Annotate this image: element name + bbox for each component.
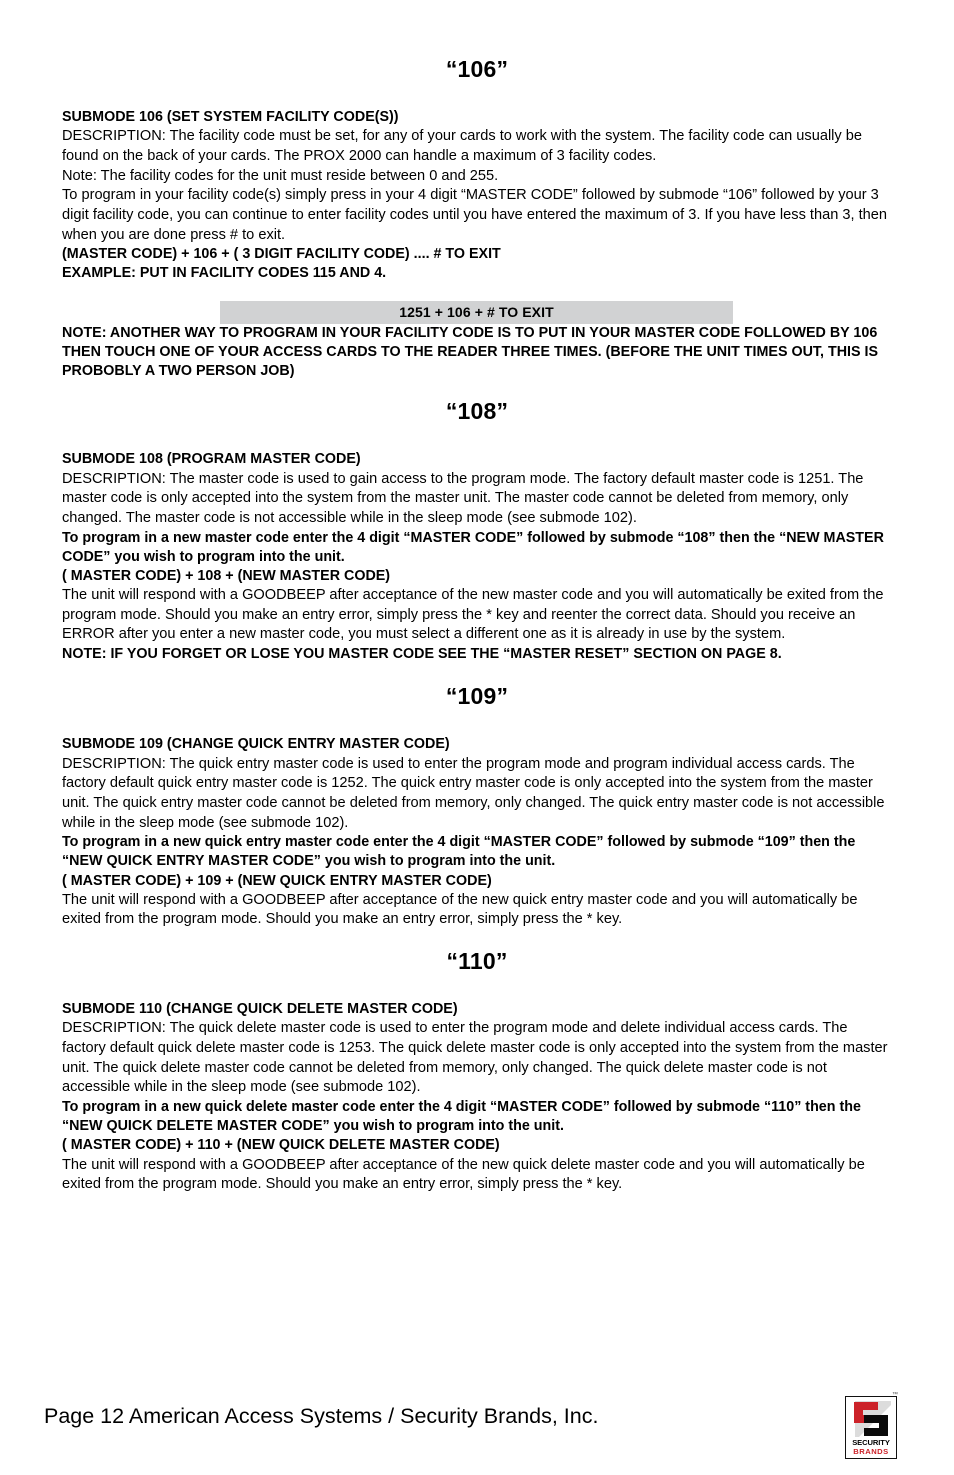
page-footer: [0, 1392, 954, 1475]
logo-word-security: SECURITY: [852, 1438, 890, 1447]
submode-108-response: The unit will respond with a GOODBEEP after acceptance of the new master code and you will automatically be exited from the program mode. Should you make an entry error, simply press the * key and reenter the correct data. Should you receive an ERROR after you enter a new master code, you must select a different one as it is already in use by the system.: [62, 587, 884, 643]
submode-106-instructions: To program in your facility code(s) simply press in your 4 digit “MASTER CODE” followed by submode “106” followed by your 3 digit facility code, you can continue to enter facility codes until you have entered the maximum of 3. If you have less than 3, then when you are done press # to exit.: [62, 187, 888, 243]
submode-106-example-label: EXAMPLE: PUT IN FACILITY CODES 115 AND 4.: [62, 265, 387, 282]
submode-108-code-line: ( MASTER CODE) + 108 + (NEW MASTER CODE): [62, 567, 391, 584]
trademark-symbol: ™: [892, 1392, 898, 1398]
submode-108-subhead: SUBMODE 108 (PROGRAM MASTER CODE): [62, 451, 361, 468]
submode-108-instructions: To program in a new master code enter the 4 digit “MASTER CODE” followed by submode “108” then the “NEW MASTER CODE” you wish to program into the unit.: [62, 529, 884, 565]
submode-106-code-line: (MASTER CODE) + 106 + ( 3 DIGIT FACILITY CODE) .... # TO EXIT: [62, 246, 501, 263]
submode-109-response: The unit will respond with a GOODBEEP after acceptance of the new quick entry master code and you will automatically be exited from the program mode. Should you make an entry error, simply press the * key.: [62, 891, 858, 928]
submode-110-instructions: To program in a new quick delete master code enter the 4 digit “MASTER CODE” followed by submode “110” then the “NEW QUICK DELETE MASTER CODE” you wish to program into the unit.: [62, 1098, 861, 1135]
section-heading-109: “109”: [445, 683, 509, 710]
submode-109-description: DESCRIPTION: The quick entry master code is used to enter the program mode and program individual access cards. The factory default quick entry master code is 1252. The quick entry master code is only accepted into the system from the master unit. The quick entry master code cannot be deleted from memory, only changed. The quick entry master code is not accessible while in the sleep mode (see submode 102).: [62, 755, 885, 831]
submode-108-description: DESCRIPTION: The master code is used to gain access to the program mode. The factory default master code is 1251. The master code is only accepted into the system from the master unit. The master code cannot be deleted from memory, only changed. The master code is not accessible while in the sleep mode (see submode 102).: [62, 470, 864, 526]
page-content: [62, 0, 892, 1195]
section-heading-106: “106”: [445, 56, 509, 82]
submode-106-description: DESCRIPTION: The facility code must be set, for any of your cards to work with the system. The facility code can usually be found on the back of your cards. The PROX 2000 can handle a maximum of 3 facility codes.: [62, 128, 863, 165]
submode-110-response: The unit will respond with a GOODBEEP after acceptance of the new quick delete master code and you will automatically be exited from the program mode. Should you make an entry error, simply press the * key.: [62, 1156, 865, 1193]
submode-110-code-line: ( MASTER CODE) + 110 + (NEW QUICK DELETE MASTER CODE): [62, 1137, 500, 1154]
interlocking-s-icon: [851, 1401, 891, 1437]
section-heading-108: “108”: [445, 398, 509, 425]
submode-106-subhead: SUBMODE 106 (SET SYSTEM FACILITY CODE(S)): [62, 109, 399, 126]
submode-106-note-range: Note: The facility codes for the unit must reside between 0 and 255.: [62, 167, 499, 184]
submode-110-subhead: SUBMODE 110 (CHANGE QUICK DELETE MASTER CODE): [62, 1001, 458, 1018]
section-heading-110: “110”: [446, 947, 508, 974]
submode-109-instructions: To program in a new quick entry master code enter the 4 digit “MASTER CODE” followed by submode “109” then the “NEW QUICK ENTRY MASTER CODE” you wish to program into the unit.: [62, 834, 856, 870]
submode-108-note-bold: NOTE: IF YOU FORGET OR LOSE YOU MASTER CODE SEE THE “MASTER RESET” SECTION ON PAGE 8.: [62, 645, 782, 662]
submode-110-description: DESCRIPTION: The quick delete master code is used to enter the program mode and delete individual access cards. The factory default quick delete master code is 1253. The quick delete master code is only accepted into the system from the master unit. The quick delete master code cannot be deleted from memory, only changed. The quick delete master code is not accessible while in the sleep mode (see submode 102).: [62, 1020, 888, 1096]
submode-106-note-bold: NOTE: ANOTHER WAY TO PROGRAM IN YOUR FACILITY CODE IS TO PUT IN YOUR MASTER CODE FOLLOWED BY 106 THEN TOUCH ONE OF YOUR ACCESS CARDS TO THE READER THREE TIMES. (BEFORE THE UNIT TIMES OUT, THIS IS PROBOBLY A TWO PERSON JOB): [62, 324, 879, 379]
submode-106-example-box: [220, 301, 733, 324]
security-brands-logo: [845, 1392, 898, 1459]
logo-word-brands: BRANDS: [853, 1447, 889, 1456]
example-box-text: 1251 + 106 + # TO EXIT: [399, 304, 554, 321]
footer-page-label: Page 12 American Access Systems / Security Brands, Inc.: [44, 1404, 599, 1428]
submode-109-code-line: ( MASTER CODE) + 109 + (NEW QUICK ENTRY MASTER CODE): [62, 872, 492, 889]
submode-109-subhead: SUBMODE 109 (CHANGE QUICK ENTRY MASTER CODE): [62, 736, 450, 753]
